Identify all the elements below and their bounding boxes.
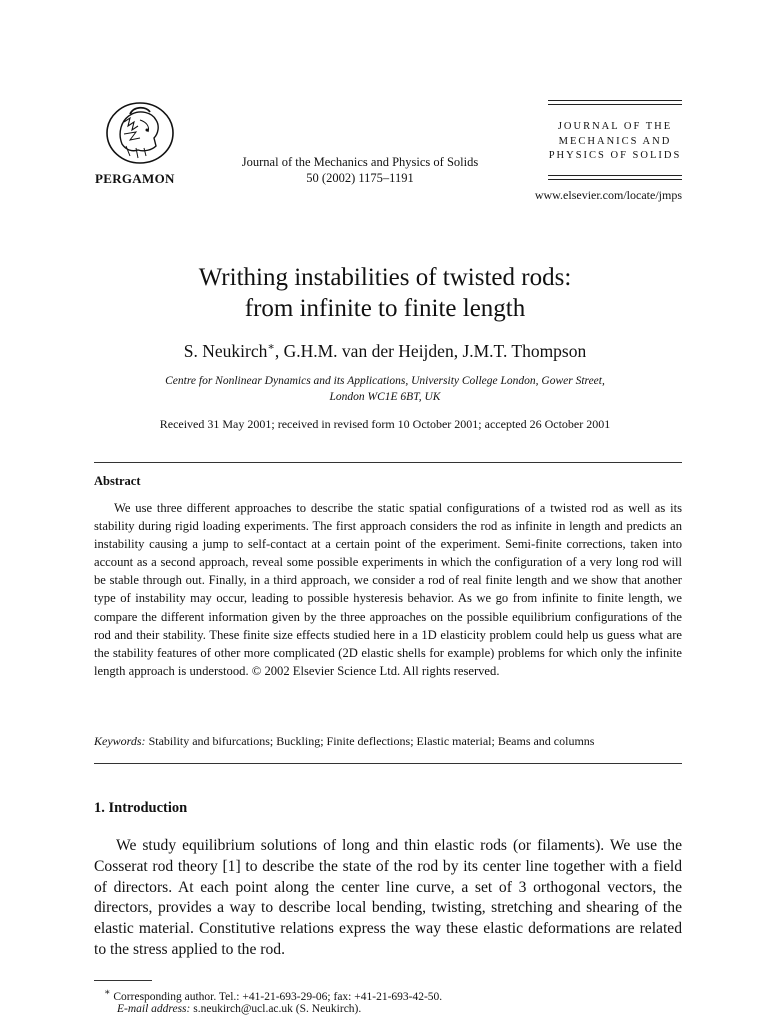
journal-box-rule-bottom xyxy=(548,175,682,176)
footnote-email xyxy=(117,1003,361,1015)
affiliation xyxy=(110,374,660,405)
abstract-heading: Abstract xyxy=(94,474,141,488)
pergamon-logo xyxy=(100,100,186,170)
journal-name: Journal of the Mechanics and Physics of Solids xyxy=(241,155,479,169)
title-line: from infinite to finite length xyxy=(244,295,526,322)
journal-reference xyxy=(200,154,520,186)
affiliation-line: London WC1E 6BT, UK xyxy=(329,390,441,403)
abstract-rule-bottom xyxy=(94,763,682,764)
author-name: S. Neukirch xyxy=(183,340,268,361)
abstract-text: We use three different approaches to describe the static spatial configurations of a twisted rod as well as its stability during rigid loading experiments. The first approach considers the rod as infinite in length and predicts an instability causing a jump to self-contact at a certain point of the experiment. Semi-finite corrections, taken into account as a second approach, reveal some possible experiments in which the configuration of a very long rod will be stable through out. Finally, in a third approach, we consider a rod of real finite length and we show that another type of instability may occur, leading to possible hysteresis behavior. As we go from infinite to finite length, we compare the different information given by the three approaches on the possible equilibrium configurations of the rod and their stability. These finite size effects studied here in a 1D elasticity problem could help us guess what are the stability features of other more complicated (2D elastic shells for example) problems for which only the infinite length approach is understood. © 2002 Elsevier Science Ltd. All rights reserved. xyxy=(94,501,682,678)
pergamon-helmeted-head-icon xyxy=(100,100,186,170)
journal-box-line: MECHANICS AND xyxy=(558,135,672,147)
footnote-contact: Corresponding author. Tel.: +41-21-693-29-06; fax: +41-21-693-42-50. xyxy=(110,990,443,1003)
coauthor-names: , G.H.M. van der Heijden, J.M.T. Thompson xyxy=(274,340,587,361)
footnote-corresponding xyxy=(104,987,442,1003)
affiliation-line: Centre for Nonlinear Dynamics and its Applications, University College London, Gower Street, xyxy=(165,375,605,387)
publisher-name: PERGAMON xyxy=(95,171,175,186)
section-heading: 1. Introduction xyxy=(94,800,188,816)
footnote-rule xyxy=(94,980,152,981)
keywords-label: Keywords: xyxy=(94,734,146,748)
journal-box-rule-bottom-2 xyxy=(548,179,682,180)
journal-box-rule-top xyxy=(548,100,682,101)
author-list xyxy=(90,340,680,362)
abstract-rule-top xyxy=(94,462,682,463)
journal-url-link[interactable]: www.elsevier.com/locate/jmps xyxy=(534,188,682,202)
corresponding-author-mark: ∗ xyxy=(267,341,275,353)
section-paragraph: We study equilibrium solutions of long and thin elastic rods (or filaments). We use the Cosserat rod theory [1] to describe the state of the rod by its center line together with a field of directors. At each point along the center line curve, a set of 3 orthogonal vectors, the directors, provides a way to describe local bending, twisting, stretching and shearing of the elastic material. Constitutive relations express the way these elastic deformations are related to the stress applied to the rod. xyxy=(94,837,682,958)
received-dates: Received 31 May 2001; received in revised form 10 October 2001; accepted 26 October 2001 xyxy=(159,417,611,431)
keywords-text: Stability and bifurcations; Buckling; Finite deflections; Elastic material; Beams and columns xyxy=(148,734,595,748)
keywords xyxy=(94,734,682,749)
email-label: E-mail address: xyxy=(117,1003,191,1015)
email-address[interactable]: s.neukirch@ucl.ac.uk (S. Neukirch). xyxy=(190,1003,362,1015)
footnote-mark: ∗ xyxy=(104,987,111,998)
title-line: Writhing instabilities of twisted rods: xyxy=(198,264,572,291)
journal-title-box xyxy=(540,120,690,164)
journal-box-line: PHYSICS OF SOLIDS xyxy=(548,150,682,161)
journal-citation: 50 (2002) 1175–1191 xyxy=(306,171,414,185)
journal-box-line: JOURNAL OF THE xyxy=(557,121,673,132)
journal-box-rule-top-2 xyxy=(548,104,682,105)
paper-title xyxy=(90,262,680,324)
